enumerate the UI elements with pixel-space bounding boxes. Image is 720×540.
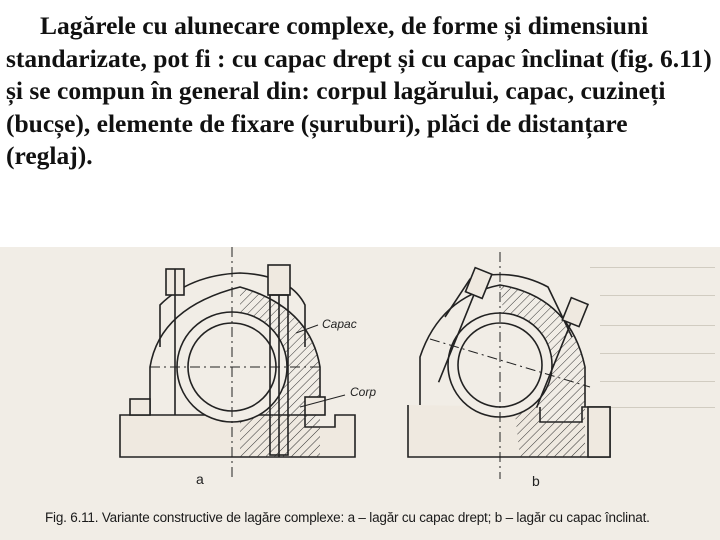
slide-paragraph: Lagărele cu alunecare complexe, de forme și dimensiuni standarizate, pot fi : cu capac drept și cu capac înclinat (fig. 6.11) și se compun în general din: corpul lagărului, capac, cuzineți (bucșe), elemente de fixare (șuruburi), plăci de distanțare (reglaj). <box>6 11 712 170</box>
drawing-a-straight-cap <box>120 247 355 479</box>
label-a: a <box>196 471 204 487</box>
figure-caption: Fig. 6.11. Variante constructive de lagăre complexe: a – lagăr cu capac drept; b – lagăr cu capac înclinat. <box>45 510 650 525</box>
label-b: b <box>532 473 540 489</box>
label-corp: Corp <box>350 385 377 399</box>
drawing-b-inclined-cap <box>408 252 610 479</box>
label-capac: Capac <box>322 317 357 331</box>
scanned-figure <box>0 247 720 540</box>
